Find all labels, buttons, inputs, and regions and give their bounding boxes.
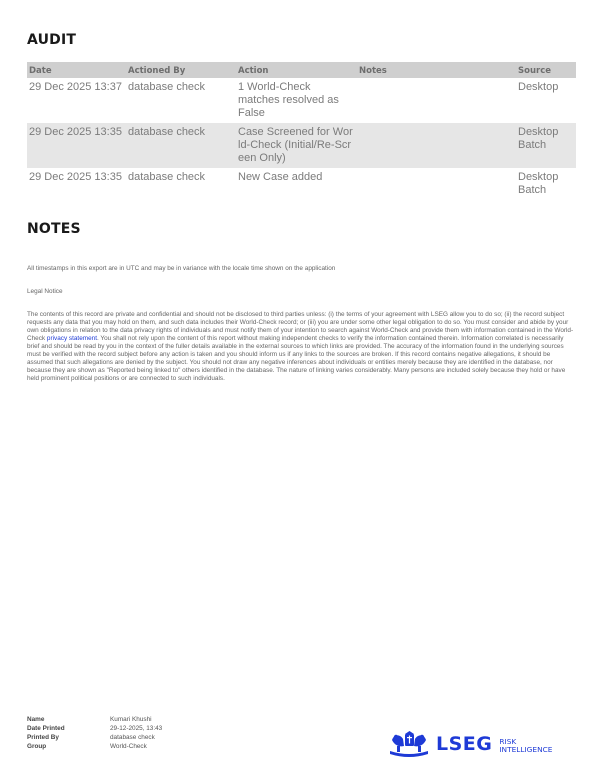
row-action: 1 World-Check matches resolved as False <box>238 81 339 119</box>
row-notes <box>357 123 516 168</box>
row-notes <box>357 168 516 200</box>
row-actioned-by: database check <box>128 171 206 183</box>
row-source: Desktop <box>518 81 559 93</box>
coat-of-arms-icon <box>388 730 430 758</box>
name-label: Name <box>27 716 45 723</box>
group-value: World-Check <box>110 743 147 750</box>
name-value: Kumari Khushi <box>110 716 152 723</box>
row-notes <box>357 78 516 123</box>
intelligence-label: INTELLIGENCE <box>499 744 553 754</box>
column-header-action: Action <box>236 62 357 78</box>
lseg-wordmark: LSEG <box>436 733 493 755</box>
row-date: 29 Dec 2025 13:35 <box>27 123 126 168</box>
row-action: New Case added <box>238 171 323 183</box>
row-source: Desktop Batch <box>516 123 576 168</box>
row-source: Desktop Batch <box>518 171 559 196</box>
risk-intelligence-label <box>499 738 552 754</box>
column-header-notes: Notes <box>357 62 516 78</box>
legal-notice-body <box>27 311 575 383</box>
audit-heading: AUDIT <box>27 32 77 48</box>
date-printed-label: Date Printed <box>27 725 65 732</box>
risk-label: RISK <box>499 736 517 746</box>
row-date: 29 Dec 2025 13:37 <box>29 81 122 93</box>
audit-header-row <box>27 62 576 78</box>
column-header-date: Date <box>27 62 126 78</box>
table-row <box>27 78 576 123</box>
privacy-statement-link[interactable]: privacy statement <box>46 335 97 342</box>
printed-by-value: database check <box>110 734 155 741</box>
table-row <box>27 168 576 200</box>
row-actioned-by: database check <box>126 123 236 168</box>
notes-heading: NOTES <box>27 221 81 237</box>
timestamp-note: All timestamps in this export are in UTC and may be in variance with the locale time shown on the application <box>27 265 336 272</box>
print-metadata <box>27 715 162 751</box>
legal-text-start: The contents of this record are private and confidential and should not be disclosed to third parties unless: (i) the terms of your agreement with LSEG allow you to do so; (ii) the record subject requests any data that you may hold on them, and such data includes their World-Check record; or (iii) you are under some other legal obligation to do so. You must consider and abide by your own obligations in relation to the data privacy rights of individuals and must notify them of your intention to search against World-Check and provide them with information contained in the World-Check <box>27 311 574 342</box>
table-row <box>27 123 576 168</box>
legal-notice-title: Legal Notice <box>27 288 63 295</box>
audit-table <box>27 62 576 200</box>
printed-by-label: Printed By <box>27 734 59 741</box>
column-header-actioned-by: Actioned By <box>126 62 236 78</box>
row-action: Case Screened for World-Check (Initial/Re-Screen Only) <box>236 123 357 168</box>
row-actioned-by: database check <box>128 81 206 93</box>
lseg-logo <box>388 730 552 758</box>
legal-text-end: . You shall not rely upon the content of this report without making independent checks to verify the information contained therein. Information correlated is necessarily brief and should be read by you in the context of the fuller details available in the external sources to which links are provided. The accuracy of the information found in the underlying sources must be verified with the record subject before any action is taken and you should inform us if any links to the sources are broken. If this record contains negative allegations, it should be assumed that such allegations are denied by the subject. You should not draw any negative inferences about individuals or entities merely because they are identified in the database, nor because they are shown as "Reported being linked to" others identified in the database. The nature of linking varies considerably. Many persons are included solely because they hold or have held prominent political positions or are connected to such individuals. <box>27 335 566 382</box>
date-printed-value: 29-12-2025, 13:43 <box>110 725 163 732</box>
row-date: 29 Dec 2025 13:35 <box>29 171 122 183</box>
column-header-source: Source <box>516 62 576 78</box>
group-label: Group <box>27 743 47 750</box>
